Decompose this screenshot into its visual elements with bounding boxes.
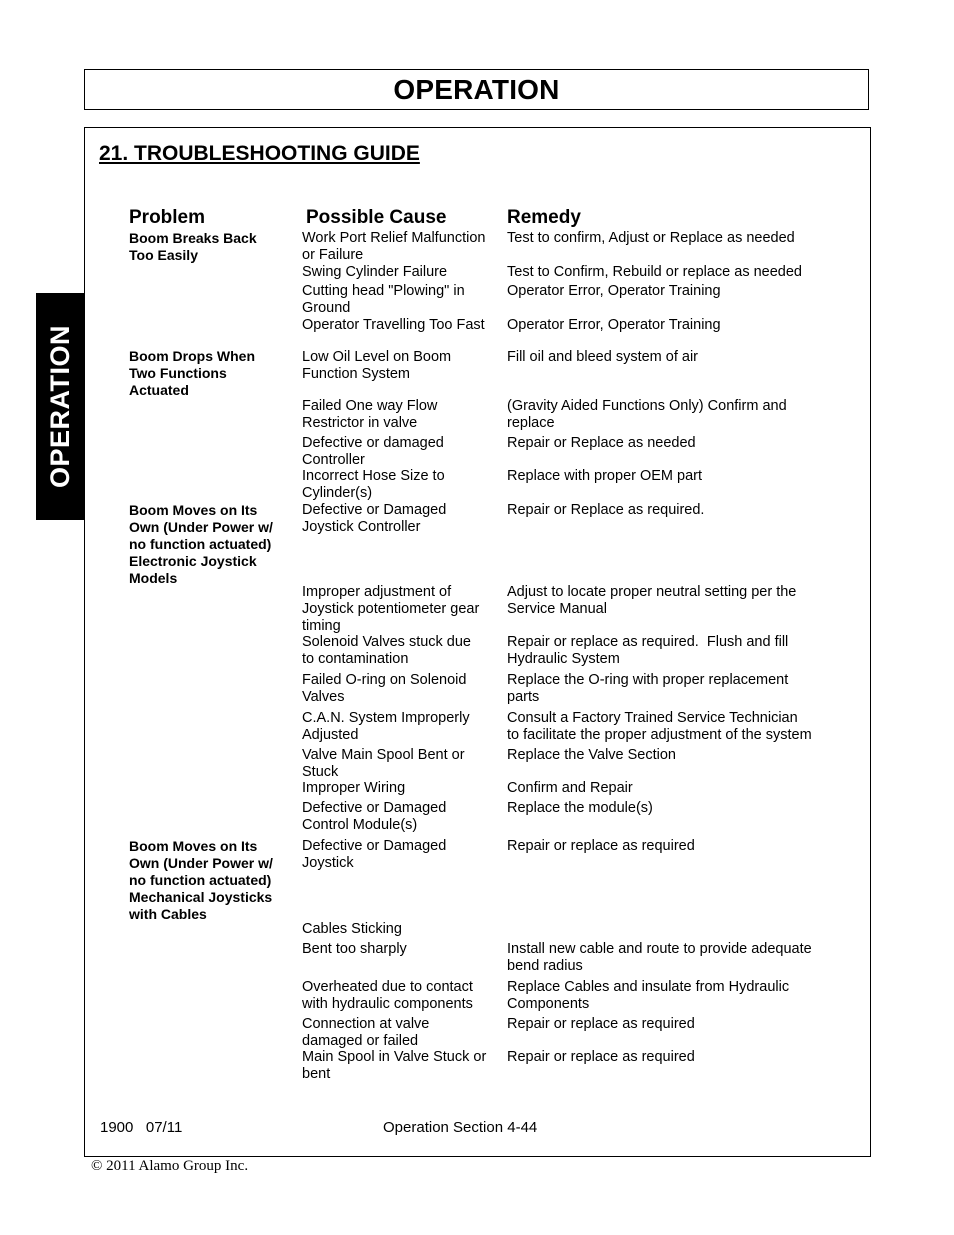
remedy-cell: Repair or replace as required — [507, 838, 695, 854]
cause-cell: Operator Travelling Too Fast — [302, 317, 485, 333]
remedy-cell: Replace with proper OEM part — [507, 468, 703, 484]
cause-cell: Cutting head "Plowing" in Ground — [302, 283, 465, 316]
problem-label: Boom Breaks Back Too Easily — [129, 230, 257, 263]
cause-cell: Swing Cylinder Failure — [302, 264, 448, 280]
problem-label: Boom Moves on Its Own (Under Power w/ no function actuated) Electronic Joystick Models — [129, 502, 273, 586]
page-header-box — [84, 69, 869, 110]
problem-label: Boom Drops When Two Functions Actuated — [129, 348, 255, 398]
remedy-cell: Repair or Replace as needed — [507, 435, 696, 451]
cause-cell: C.A.N. System Improperly Adjusted — [302, 710, 470, 743]
cause-cell: Failed One way Flow Restrictor in valve — [302, 398, 438, 431]
cause-cell: Valve Main Spool Bent or Stuck — [302, 747, 465, 780]
page-header-title: OPERATION — [393, 73, 560, 105]
side-tab-label: OPERATION — [44, 324, 75, 489]
section-title: 21. TROUBLESHOOTING GUIDE — [99, 142, 420, 165]
remedy-cell: Consult a Factory Trained Service Technician to facilitate the proper adjustment of the system — [507, 710, 812, 743]
remedy-cell: (Gravity Aided Functions Only) Confirm and replace — [507, 398, 787, 431]
cause-cell: Connection at valve damaged or failed — [302, 1016, 430, 1049]
remedy-cell: Test to confirm, Adjust or Replace as needed — [507, 230, 795, 246]
column-header-remedy: Remedy — [507, 207, 581, 228]
remedy-cell: Adjust to locate proper neutral setting per the Service Manual — [507, 584, 797, 617]
cause-cell: Low Oil Level on Boom Function System — [302, 349, 452, 382]
remedy-cell: Repair or replace as required. Flush and fill Hydraulic System — [507, 634, 789, 667]
cause-cell: Cables Sticking — [302, 921, 402, 937]
cause-cell: Defective or Damaged Control Module(s) — [302, 800, 447, 833]
remedy-cell: Replace the O-ring with proper replacement parts — [507, 672, 789, 705]
remedy-cell: Install new cable and route to provide adequate bend radius — [507, 941, 812, 974]
cause-cell: Incorrect Hose Size to Cylinder(s) — [302, 468, 445, 501]
remedy-cell: Operator Error, Operator Training — [507, 317, 721, 333]
side-tab — [36, 293, 84, 520]
footer-model-date: 1900 07/11 — [100, 1119, 183, 1136]
remedy-cell: Fill oil and bleed system of air — [507, 349, 698, 365]
remedy-cell: Repair or replace as required — [507, 1049, 695, 1065]
remedy-cell: Test to Confirm, Rebuild or replace as needed — [507, 264, 802, 280]
column-header-problem: Problem — [129, 207, 206, 228]
remedy-cell: Repair or replace as required — [507, 1016, 695, 1032]
copyright: © 2011 Alamo Group Inc. — [91, 1158, 249, 1174]
remedy-cell: Confirm and Repair — [507, 780, 633, 796]
cause-cell: Work Port Relief Malfunction or Failure — [302, 230, 486, 263]
cause-cell: Improper Wiring — [302, 780, 406, 796]
cause-cell: Main Spool in Valve Stuck or bent — [302, 1049, 487, 1082]
cause-cell: Improper adjustment of Joystick potentiometer gear timing — [302, 584, 480, 634]
cause-cell: Defective or damaged Controller — [302, 435, 444, 468]
remedy-cell: Replace Cables and insulate from Hydraulic Components — [507, 979, 790, 1012]
cause-cell: Defective or Damaged Joystick — [302, 838, 447, 871]
remedy-cell: Operator Error, Operator Training — [507, 283, 721, 299]
cause-cell: Bent too sharply — [302, 941, 407, 957]
cause-cell: Failed O-ring on Solenoid Valves — [302, 672, 467, 705]
remedy-cell: Replace the Valve Section — [507, 747, 677, 763]
footer-section: Operation Section 4-44 — [383, 1119, 538, 1136]
column-header-cause: Possible Cause — [306, 207, 447, 228]
remedy-cell: Replace the module(s) — [507, 800, 653, 816]
cause-cell: Defective or Damaged Joystick Controller — [302, 502, 447, 535]
remedy-cell: Repair or Replace as required. — [507, 502, 705, 518]
cause-cell: Overheated due to contact with hydraulic components — [302, 979, 473, 1012]
problem-label: Boom Moves on Its Own (Under Power w/ no function actuated) Mechanical Joysticks with Cables — [129, 838, 273, 922]
cause-cell: Solenoid Valves stuck due to contamination — [302, 634, 472, 667]
